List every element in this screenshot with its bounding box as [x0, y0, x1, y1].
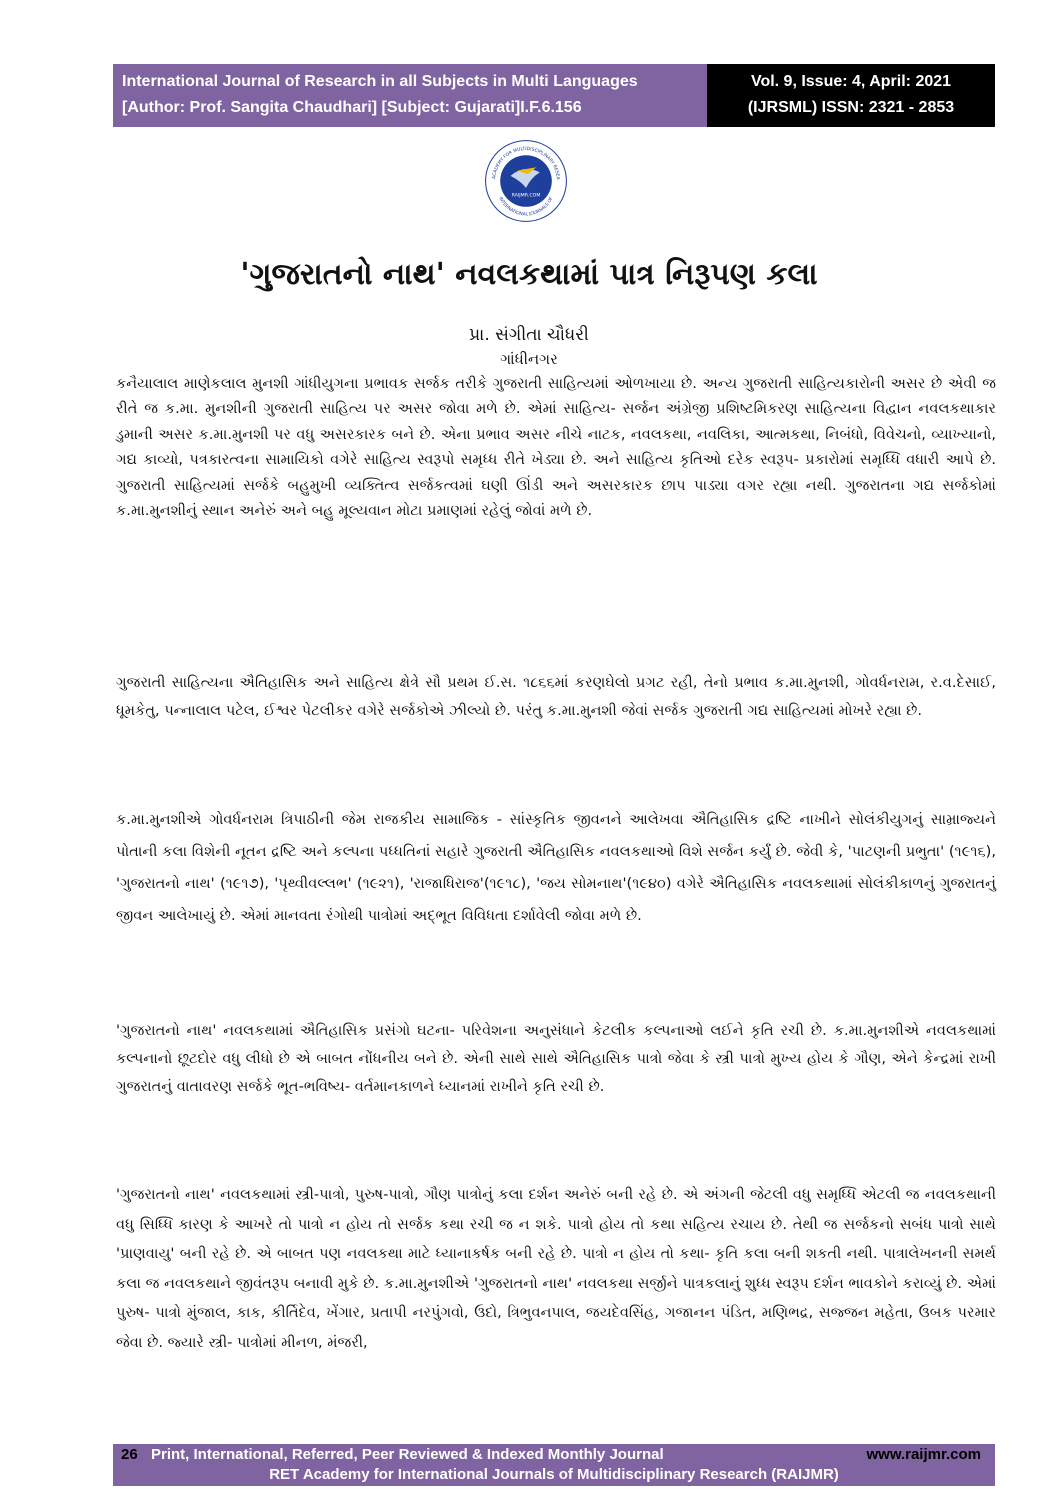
paragraph: ગુજરાતી સાહિત્યના ઐતિહાસિક અને સાહિત્ય ક્ષેત્રે સૌ પ્રથમ ઈ.સ. ૧૮૬૬માં કરણઘેલો પ્રગટ રહી, તેનો પ્રભાવ ક.મા.મુનશી, ગોવર્ધનરામ, ર.વ.દેસાઈ, ધૂમકેતુ, પન્નાલાલ પટેલ, ઈશ્વર પેટલીકર વગેરે સર્જકોએ ઝીલ્યો છે. પરંતુ ક.મા.મુનશી જેવાં સર્જક ગુજરાતી ગદ્ય સાહિત્યમાં મોખરે રહ્યા છે.	[116, 674, 996, 719]
paragraph: 'ગુજરાતનો નાથ' નવલકથામાં ઐતિહાસિક પ્રસંગો ઘટના- પરિવેશના અનુસંધાને કેટલીક કલ્પનાઓ લઈને કૃતિ રચી છે. ક.મા.મુનશીએ નવલકથામાં કલ્પનાનો છૂટદોર વધુ લીધો છે એ બાબત નોંધનીય બને છે. એની સાથે સાથે ઐતિહાસિક પાત્રો જેવા કે સ્ત્રી પાત્રો મુખ્ય હોય કે ગૌણ, એને કેન્દ્રમાં રાખી ગુજરાતનું વાતાવરણ સર્જકે ભૂત-ભવિષ્ય- વર્તમાનકાળને ધ્યાનમાં રાખીને કૃતિ રચી છે.	[116, 1022, 996, 1095]
publisher: RET Academy for International Journals of Multidisciplinary Research (RAIJMR)	[269, 1466, 839, 1483]
paragraph: ક.મા.મુનશીએ ગોવર્ધનરામ ત્રિપાઠીની જેમ રાજકીય સામાજિક - સાંસ્કૃતિક જીવનને આલેખવા ઐતિહાસિક દ્રષ્ટિ નાખીને સોલંકીયુગનું સામ્રાજ્યને પોતાની કલા વિશેની નૂતન દ્રષ્ટિ અને કલ્પના પધ્ધતિનાં સહારે ગુજરાતી ઐતિહાસિક નવલકથાઓ વિશે સર્જન કર્યું છે. જેવી કે, 'પાટણની પ્રભુતા' (૧૯૧૬), 'ગુજરાતનો નાથ' (૧૯૧૭), 'પૃથ્વીવલ્લભ' (૧૯૨૧), 'રાજાધિરાજ'(૧૯૧૮), 'જય સોમનાથ'(૧૯૪૦) વગેરે ઐતિહાસિક નવલકથામાં સોલંકીકાળનું ગુજરાતનું જીવન આલેખાયું છે. એમાં માનવતા રંગોથી પાત્રોમાં અદ્ભૂત વિવિધતા દર્શાવેલી જોવા મળે છે.	[116, 811, 996, 924]
article-title: 'ગુજરાતનો નાથ' નવલકથામાં પાત્ર નિરૂપણ કલા	[240, 257, 818, 292]
journal-header	[113, 64, 995, 127]
issn: (IJRSML) ISSN: 2321 - 2853	[747, 99, 955, 116]
logo-center-text: RAIJMR.COM	[511, 193, 541, 199]
journal-header-left	[113, 64, 707, 127]
page-number: 26	[121, 1446, 138, 1463]
article-author: પ્રા. સંગીતા ચૌધરી	[469, 325, 589, 345]
logo-ring-top: ACADEMY FOR MULTIDISCIPLINARY RESEA	[492, 147, 560, 180]
journal-header-right	[707, 64, 995, 127]
author-subject-line: [Author: Prof. Sangita Chaudhari] [Subject: Gujarati]I.F.6.156	[122, 99, 582, 116]
logo-ring-bottom: INTERNATIONAL JOURNALS OF	[497, 196, 555, 218]
journal-footer	[113, 1444, 995, 1486]
website-link[interactable]: www.raijmr.com	[866, 1446, 981, 1463]
journal-type: Print, International, Referred, Peer Reviewed & Indexed Monthly Journal	[151, 1446, 664, 1463]
author-place: ગાંધીનગર	[500, 350, 558, 368]
paragraph: કનૈયાલાલ માણેકલાલ મુનશી ગાંધીયુગના પ્રભાવક સર્જક તરીકે ગુજરાતી સાહિત્યમાં ઓળખાયા છે. અન્ય ગુજરાતી સાહિત્યકારોની અસર છે એવી જ રીતે જ ક.મા. મુનશીની ગુજરાતી સાહિત્ય પર અસર જોવા મળે છે. એમાં સાહિત્ય- સર્જન અંગ્રેજી પ્રશિષ્ટમિકરણ સાહિત્યના વિદ્વાન નવલકથાકાર ડુમાની અસર ક.મા.મુનશી પર વધુ અસરકારક બને છે. એના પ્રભાવ અસર નીચે નાટક, નવલકથા, નવલિકા, આત્મકથા, નિબંધો, વિવેચનો, વ્યાખ્યાનો, ગદ્ય કાવ્યો, પત્રકારત્વના સામાયિકો વગેરે સાહિત્ય સ્વરૂપો સમૃધ્ધ રીતે ખેડ્યા છે. અને સાહિત્ય કૃતિઓ દરેક સ્વરૂપ- પ્રકારોમાં સમૃધ્ધિ વધારી આપે છે. ગુજરાતી સાહિત્યમાં સર્જકે બહુમુખી વ્યક્તિત્વ સર્જકત્વમાં ઘણી ઊંડી અને અસરકારક છાપ પાડ્યા વગર રહ્યા નથી. ગુજરાતના ગદ્ય સર્જકોમાં ક.મા.મુનશીનું સ્થાન અનેરું અને બહુ મૂલ્યવાન મોટા પ્રમાણમાં રહેલું જોવાં મળે છે.	[116, 375, 996, 520]
volume-issue: Vol. 9, Issue: 4, April: 2021	[750, 73, 952, 90]
journal-name: International Journal of Research in all Subjects in Multi Languages	[122, 73, 638, 90]
journal-logo	[483, 138, 569, 224]
paragraph: 'ગુજરાતનો નાથ' નવલકથામાં સ્ત્રી-પાત્રો, પુરુષ-પાત્રો, ગૌણ પાત્રોનું કલા દર્શન અનેરું બની રહે છે. એ અંગની જેટલી વધુ સમૃધ્ધિ એટલી જ નવલકથાની વધુ સિધ્ધિ કારણ કે આખરે તો પાત્રો ન હોય તો સર્જક કથા રચી જ ન શકે. પાત્રો હોય તો કથા સહિત્ય રચાય છે. તેથી જ સર્જકનો સબંધ પાત્રો સાથે 'પ્રાણવાયુ' બની રહે છે. એ બાબત પણ નવલકથા માટે ધ્યાનાકર્ષક બની રહે છે. પાત્રો ન હોય તો કથા- કૃતિ કલા બની શકતી નથી. પાત્રાલેખનની સમર્થ કલા જ નવલકથાને જીવંતરૂપ બનાવી મુકે છે. ક.મા.મુનશીએ 'ગુજરાતનો નાથ' નવલકથા સર્જીને પાત્રકલાનું શુધ્ધ સ્વરૂપ દર્શન ભાવકોને કરાવ્યું છે. એમાં પુરુષ- પાત્રો મુંજાલ, કાક, કીર્તિદેવ, ખેંગાર, પ્રતાપી નરપુંગવો, ઉદો, ત્રિભુવનપાલ, જયદેવસિંહ, ગજાનન પંડિત, મણિભદ્ર, સજ્જન મહેતા, ઉબક પરમાર જેવા છે. જ્યારે સ્ત્રી- પાત્રોમાં મીનળ, મંજરી,	[116, 1186, 996, 1351]
